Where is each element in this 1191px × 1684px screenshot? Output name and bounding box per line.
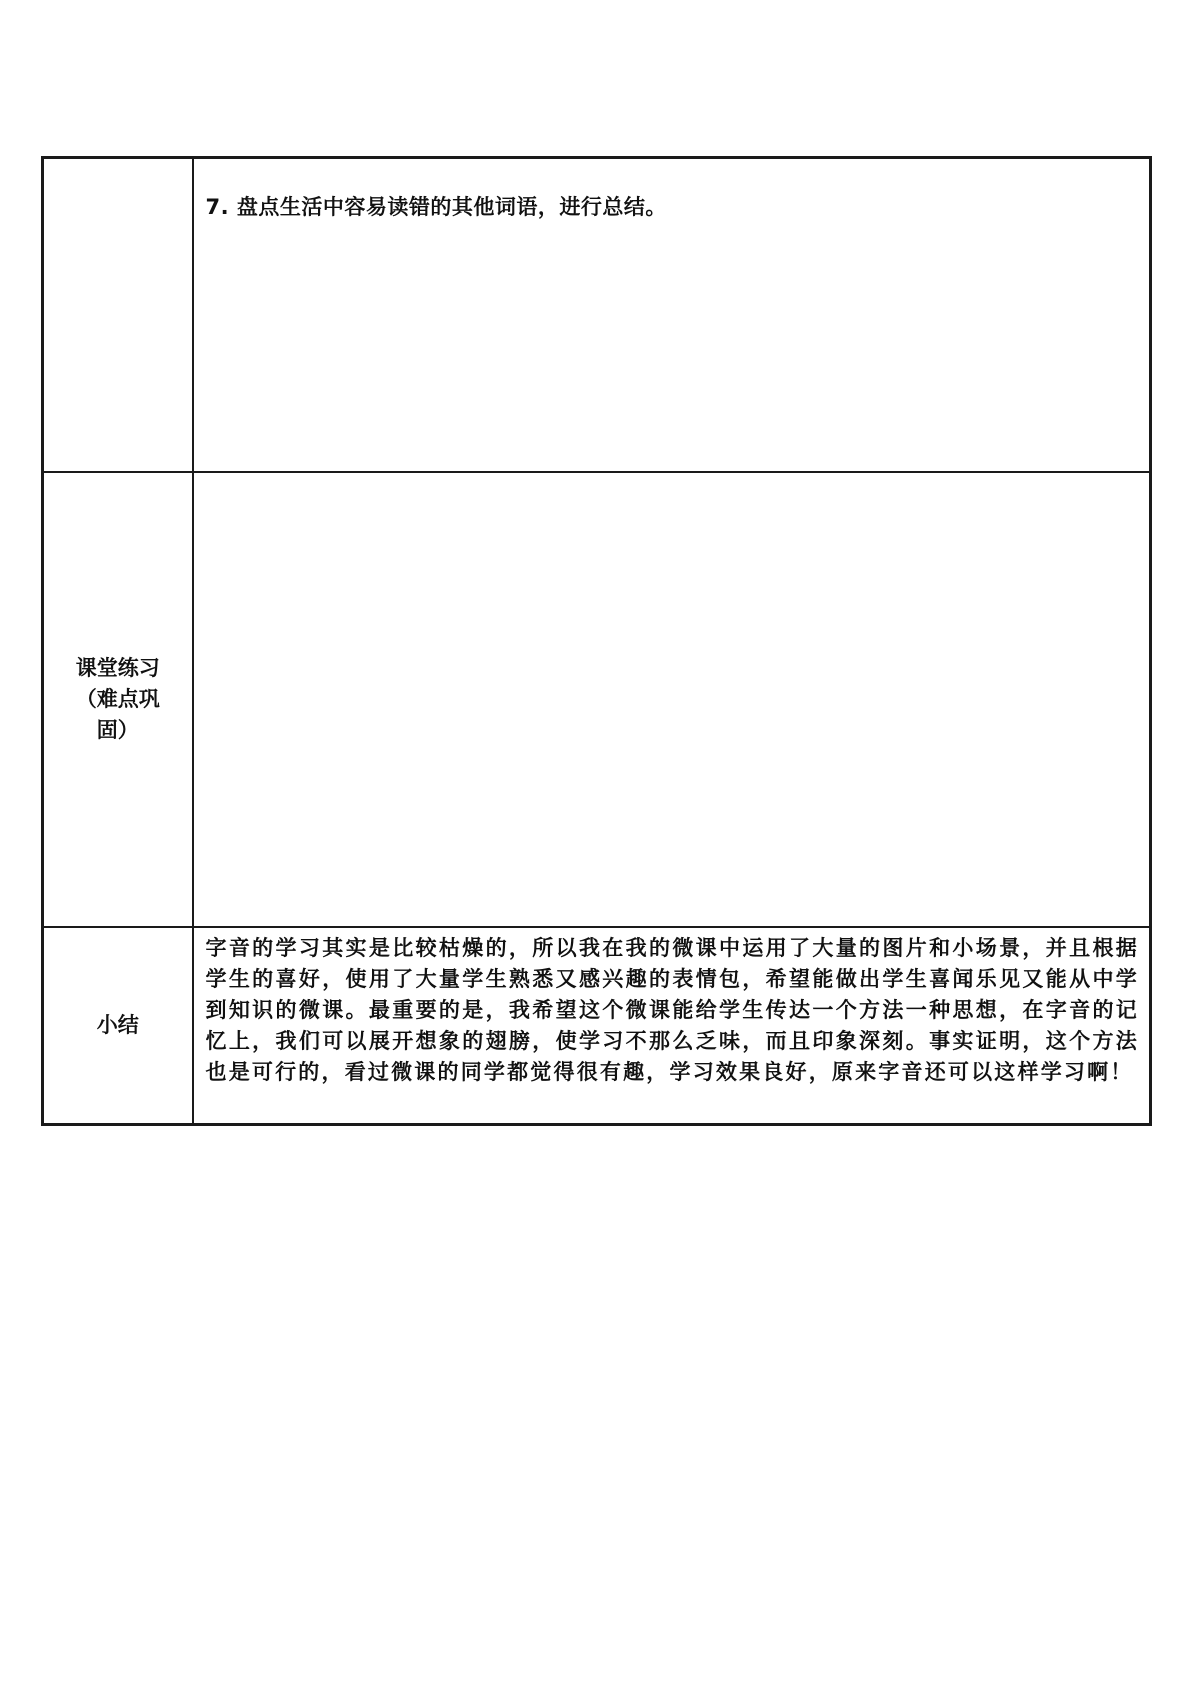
row-label-cell: [43, 472, 193, 927]
table-row: [43, 158, 1151, 472]
lesson-plan-table: [41, 156, 1152, 1126]
table-row: [43, 472, 1151, 927]
classroom-practice-content: [193, 472, 1151, 927]
classroom-practice-label: 课堂练习（难点巩固）: [75, 655, 160, 742]
row-label-cell: [43, 927, 193, 1125]
summary-label: 小结: [96, 1012, 139, 1037]
row-label-cell: [43, 158, 193, 472]
summary-text: 字音的学习其实是比较枯燥的，所以我在我的微课中运用了大量的图片和小场景，并且根据学生的喜好，使用了大量学生熟悉又感兴趣的表情包，希望能做出学生喜闻乐见又能从中学到知识的微课。最重要的是，我希望这个微课能给学生传达一个方法一种思想，在字音的记忆上，我们可以展开想象的翅膀，使学习不那么乏味，而且印象深刻。事实证明，这个方法也是可行的，看过微课的同学都觉得很有趣，学习效果良好，原来字音还可以这样学习啊！: [205, 935, 1139, 1084]
row-content-cell: [193, 158, 1151, 472]
step-7-text: 7. 盘点生活中容易读错的其他词语，进行总结。: [205, 195, 667, 219]
table-row: [43, 927, 1151, 1125]
summary-content-cell: [193, 927, 1151, 1125]
